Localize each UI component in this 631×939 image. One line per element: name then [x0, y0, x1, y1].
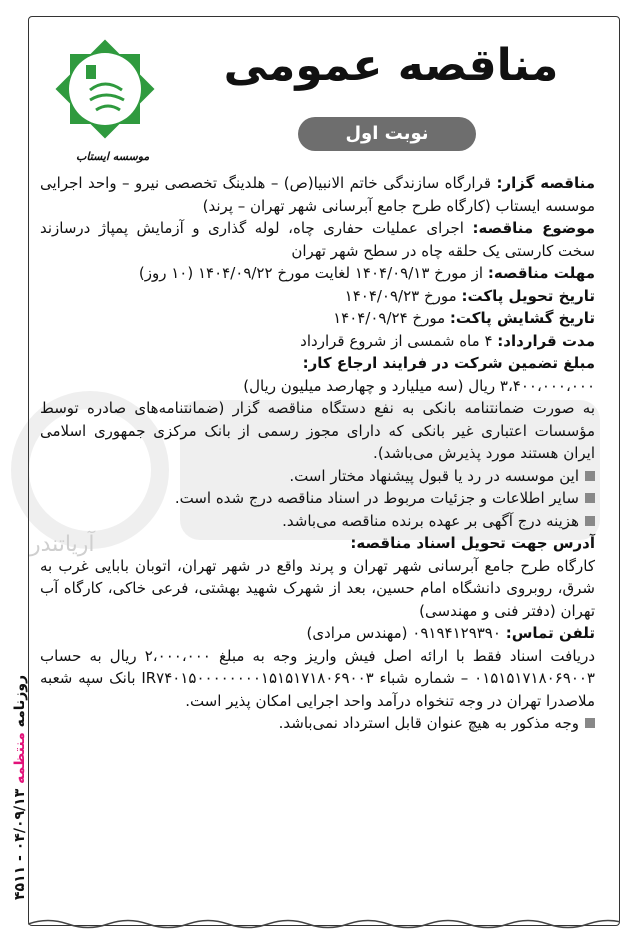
- duration-label: مدت قرارداد:: [497, 331, 595, 350]
- newspaper-label: روزنامه: [12, 674, 28, 728]
- organization-logo-icon: [46, 30, 164, 148]
- bottom-border-decoration: [28, 917, 620, 931]
- payment-text: دریافت اسناد فقط با ارائه اصل فیش واریز وجه به مبلغ ۲،۰۰۰،۰۰۰ ریال به حساب ۰۱۵۱۵۱۷۱۸۰۶۹۰۰۳ – شماره شباء IR۷۴۰۱۵۰۰۰۰۰۰۰۰۱۵۱۵۱۷۱۸۰۶۹۰۰۳ بانک سپه شعبه ملاصدرا تهران در وجه تنخواه درآمد واحد اجرایی امکان پذیر است.: [40, 646, 595, 710]
- watermark-text: آریاتندر: [30, 532, 95, 557]
- address-text: کارگاه طرح جامع آبرسانی شهر تهران و پرند واقع در شهر تهران، اتوبان بابایی غرب به شرق، روبروی دانشگاه امام حسین، بعد از شهرک شهید بهشتی، فرعی خاکی، کارگاه آب تهران (دفتر فنی و مهندسی): [40, 556, 595, 620]
- logo-caption: موسسه ایستاب: [76, 150, 150, 163]
- bullet-item: هزینه درج آگهی بر عهده برنده مناقصه می‌باشد.: [40, 510, 595, 533]
- notice-body: [40, 172, 595, 735]
- bullet-square-icon: [585, 516, 595, 526]
- bullet-square-icon: [585, 471, 595, 481]
- organizer-line: [40, 172, 595, 217]
- phone-line: [40, 622, 595, 645]
- delivery-label: تاریخ تحویل پاکت:: [461, 286, 595, 305]
- delivery-line: [40, 285, 595, 308]
- address-heading: آدرس جهت تحویل اسناد مناقصه:: [350, 534, 595, 552]
- deadline-label: مهلت مناقصه:: [487, 264, 595, 282]
- guarantee-amount: ۳،۴۰۰،۰۰۰،۰۰۰ ریال (سه میلیارد و چهارصد میلیون ریال): [243, 376, 595, 395]
- subject-text: اجرای عملیات حفاری چاه، لوله گذاری و آزمایش پمپاژ درسازند سخت کارستی یک حلقه چاه در سطح شهر تهران: [40, 219, 595, 260]
- guarantee-heading: مبلغ تضمین شرکت در فرایند ارجاع کار:: [302, 354, 595, 372]
- subject-label: موضوع مناقصه:: [472, 219, 595, 237]
- bullet-square-icon: [585, 718, 595, 728]
- duration-line: [40, 330, 595, 353]
- duration-text: ۴ ماه شمسی از شروع قرارداد: [300, 331, 498, 350]
- delivery-text: مورخ ۱۴۰۴/۰۹/۲۳: [344, 286, 462, 305]
- deadline-line: [40, 262, 595, 285]
- subject-line: [40, 217, 595, 262]
- bullet-item: سایر اطلاعات و جزئیات مربوط در اسناد مناقصه درج شده است.: [40, 487, 595, 510]
- opening-label: تاریخ گشایش پاکت:: [449, 309, 595, 327]
- final-bullet: وجه مذکور به هیچ عنوان قابل استرداد نمی‌باشد.: [40, 712, 595, 735]
- round-badge: نوبت اول: [298, 117, 476, 151]
- issue-info: ۰۴/۰۹/۱۳ - ۴۵۱۱: [12, 788, 28, 900]
- bullet-item: این موسسه در رد یا قبول پیشنهاد مختار است.: [40, 465, 595, 488]
- opening-text: مورخ ۱۴۰۴/۰۹/۲۴: [333, 309, 450, 327]
- page-title: مناقصه عمومی: [223, 40, 559, 91]
- organizer-label: مناقصه گزار:: [496, 174, 595, 192]
- phone-label: تلفن تماس:: [505, 624, 595, 642]
- guarantee-description: به صورت ضمانتنامه بانکی به نفع دستگاه مناقصه گزار (ضمانتنامه‌های صادره توسط مؤسسات اعتباری غیر بانکی که دارای مجوز رسمی از بانک مرکزی جمهوری اسلامی ایران هستند مورد پذیرش می‌باشد).: [40, 399, 595, 462]
- newspaper-brand: منتظمه: [12, 732, 28, 784]
- phone-text: ۰۹۱۹۴۱۲۹۳۹۰ (مهندس مرادی): [306, 624, 506, 642]
- newspaper-stamp: [12, 675, 28, 900]
- organizer-text: قرارگاه سازندگی خاتم الانبیا(ص) – هلدینگ تخصصی نیرو – واحد اجرایی موسسه ایستاب (کارگاه طرح جامع آبرسانی شهر تهران – پرند): [40, 174, 595, 215]
- deadline-text: از مورخ ۱۴۰۴/۰۹/۱۳ لغایت مورخ ۱۴۰۴/۰۹/۲۲ (۱۰ روز): [138, 264, 488, 282]
- opening-line: [40, 307, 595, 330]
- bullet-square-icon: [585, 493, 595, 503]
